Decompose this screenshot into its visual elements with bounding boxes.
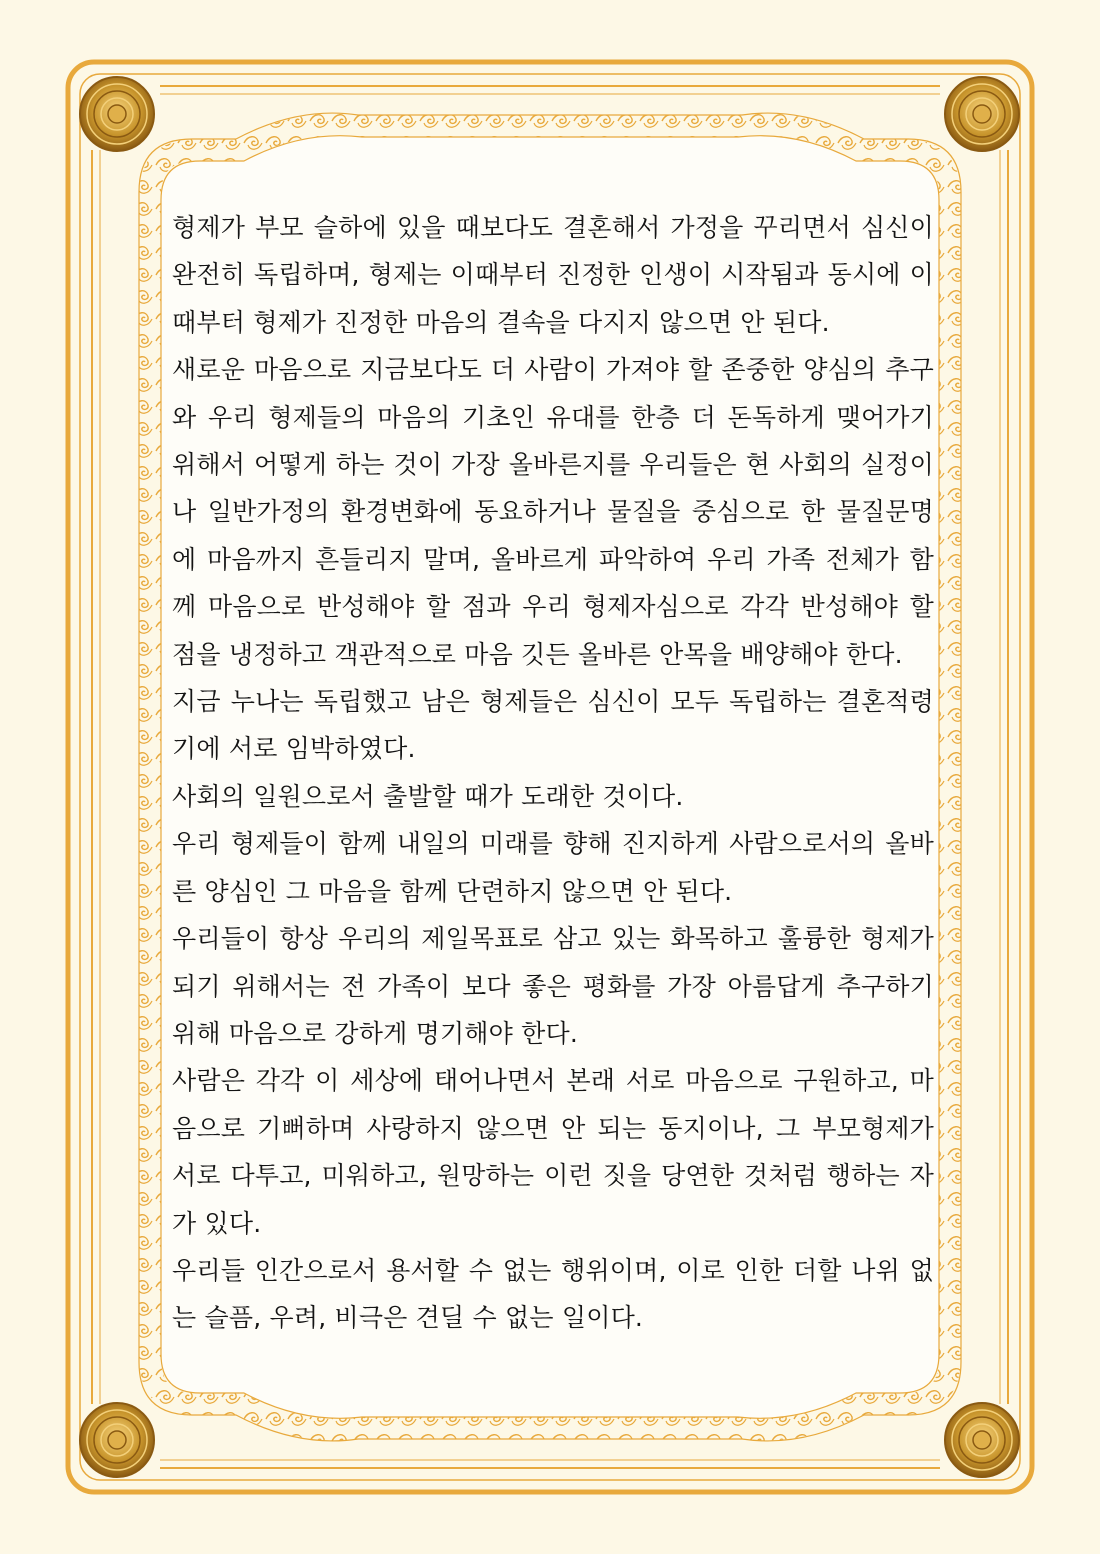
paragraph: 우리들 인간으로서 용서할 수 없는 행위이며, 이로 인한 더할 나위 없는 슬픔, 우려, 비극은 견딜 수 없는 일이다. — [172, 1255, 934, 1333]
paragraph: 새로운 마음으로 지금보다도 더 사람이 가져야 할 존중한 양심의 추구와 우리 형제들의 마음의 기초인 유대를 한층 더 돈독하게 맺어가기 위해서 어떻게 하는 것이 가장 올바른지를 우리들은 현 사회의 실정이나 일반가정의 환경변화에 동요하거나 물질을 중심으로 한 물질문명에 마음까지 흔들리지 말며, 올바르게 파악하여 우리 가족 전체가 함께 마음으로 반성해야 할 점과 우리 형제자심으로 각각 반성해야 할 점을 냉정하고 객관적으로 마음 깃든 올바른 안목을 배양해야 한다. — [172, 355, 934, 669]
concentric-circle-medallion-icon — [80, 1403, 154, 1477]
paragraph: 지금 누나는 독립했고 남은 형제들은 심신이 모두 독립하는 결혼적령기에 서로 임박하였다. — [172, 687, 934, 764]
paragraph: 형제가 부모 슬하에 있을 때보다도 결혼해서 가정을 꾸리면서 심신이 완전히 독립하며, 형제는 이때부터 진정한 인생이 시작됨과 동시에 이때부터 형제가 진정한 마음의 결속을 다지지 않으면 안 된다. — [172, 213, 934, 337]
paragraph: 우리 형제들이 함께 내일의 미래를 향해 진지하게 사람으로서의 올바른 양심인 그 마음을 함께 단련하지 않으면 안 된다. — [172, 829, 934, 906]
concentric-circle-medallion-icon — [945, 1403, 1019, 1477]
paragraph: 사람은 각각 이 세상에 태어나면서 본래 서로 마음으로 구원하고, 마음으로 기뻐하며 사랑하지 않으면 안 되는 동지이나, 그 부모형제가 서로 다투고, 미워하고, 원망하는 이런 짓을 당연한 것처럼 행하는 자가 있다. — [172, 1066, 934, 1238]
paragraph: 사회의 일원으로서 출발할 때가 도래한 것이다. — [172, 781, 684, 811]
document-body — [172, 204, 934, 1342]
concentric-circle-medallion-icon — [945, 77, 1019, 151]
concentric-circle-medallion-icon — [80, 77, 154, 151]
paragraph: 우리들이 항상 우리의 제일목표로 삼고 있는 화목하고 훌륭한 형제가 되기 위해서는 전 가족이 보다 좋은 평화를 가장 아름답게 추구하기 위해 마음으로 강하게 명기해야 한다. — [172, 924, 934, 1048]
